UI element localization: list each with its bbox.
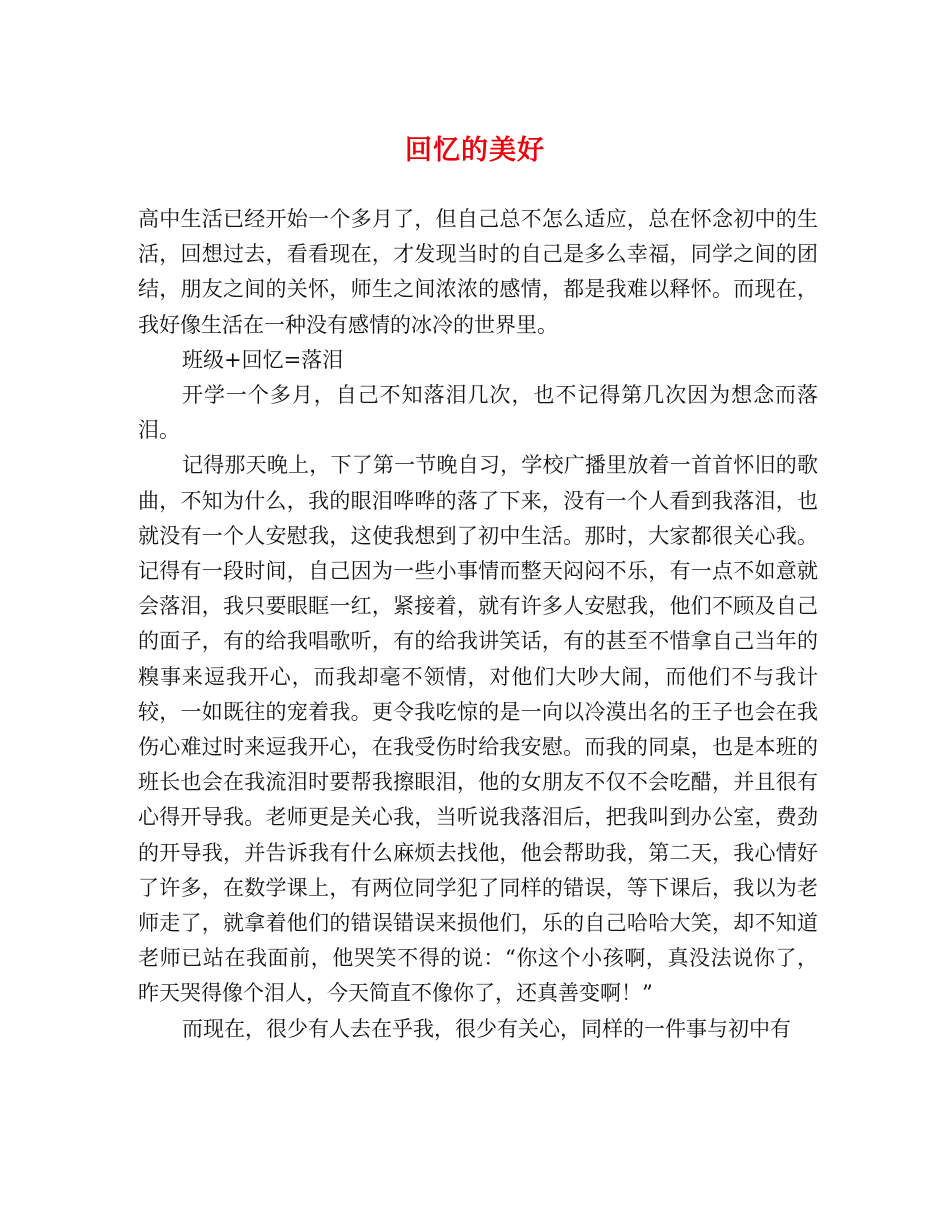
- paragraph: 开学一个多月，自己不知落泪几次，也不记得第几次因为想念而落泪。: [138, 383, 818, 443]
- paragraph: 而现在，很少有人去在乎我，很少有关心，同样的一件事与初中有: [182, 1016, 791, 1041]
- paragraph: 记得那天晚上，下了第一节晚自习，学校广播里放着一首首怀旧的歌曲，不知为什么，我的眼泪哗哗的落了下来，没有一个人看到我落泪，也就没有一个人安慰我，这使我想到了初中生活。那时，大家都很关心我。记得有一段时间，自己因为一些小事情而整天闷闷不乐，有一点不如意就会落泪，我只要眼眶一红，紧接着，就有许多人安慰我，他们不顾及自己的面子，有的给我唱歌听，有的给我讲笑话，有的甚至不惜拿自己当年的糗事来逗我开心，而我却毫不领情，对他们大吵大闹，而他们不与我计较，一如既往的宠着我。更令我吃惊的是一向以冷漠出名的王子也会在我伤心难过时来逗我开心，在我受伤时给我安慰。而我的同桌，也是本班的班长也会在我流泪时要帮我擦眼泪，他的女朋友不仅不会吃醋，并且很有心得开导我。老师更是关心我，当听说我落泪后，把我叫到办公室，费劲的开导我，并告诉我有什么麻烦去找他，他会帮助我，第二天，我心情好了许多，在数学课上，有两位同学犯了同样的错误，等下课后，我以为老师走了，就拿着他们的错误错误来损他们，乐的自己哈哈大笑，却不知道老师已站在我面前，他哭笑不得的说：“你这个小孩啊，真没法说你了，昨天哭得像个泪人，今天简直不像你了，还真善变啊！”: [138, 453, 818, 1006]
- paragraph-subheading: 班级+回忆=落泪: [182, 347, 344, 372]
- document-title: 回忆的美好: [405, 135, 545, 166]
- document-body: [138, 202, 818, 1047]
- paragraph-intro: 高中生活已经开始一个多月了，但自己总不怎么适应，总在怀念初中的生活，回想过去，看看现在，才发现当时的自己是多么幸福，同学之间的团结，朋友之间的关怀，师生之间浓浓的感情，都是我难以释怀。而现在，我好像生活在一种没有感情的冰冷的世界里。: [138, 207, 818, 337]
